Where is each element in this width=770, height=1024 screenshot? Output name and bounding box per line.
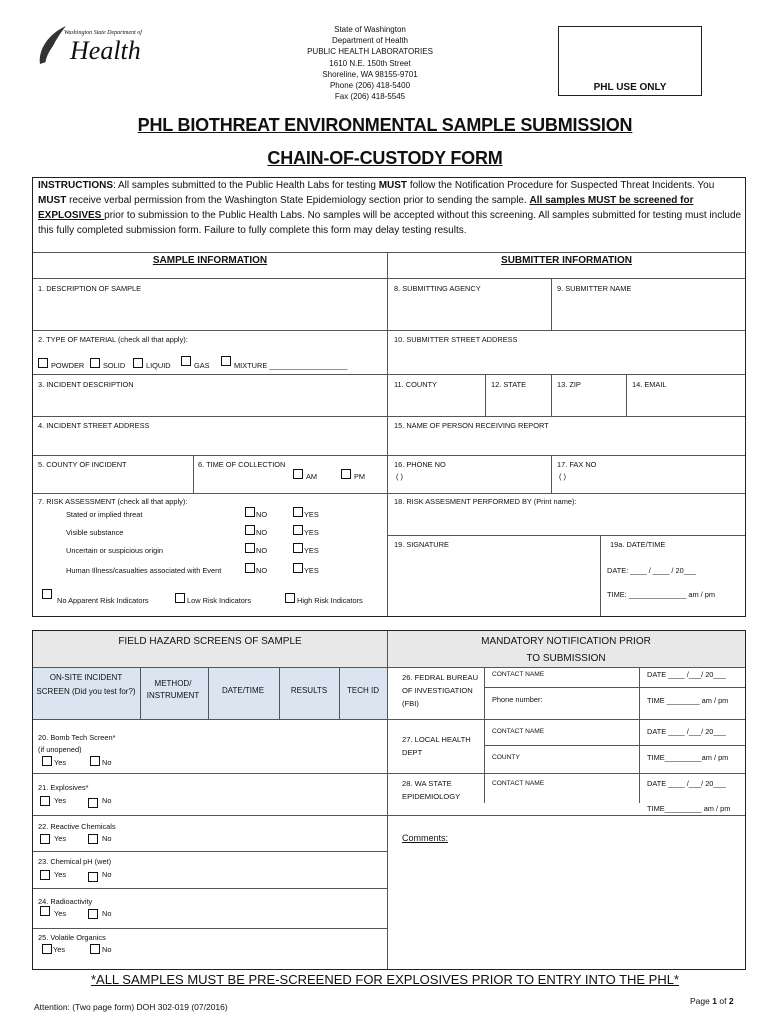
reactive-chemicals-label: 22. Reactive Chemicals (38, 822, 116, 831)
divider (33, 719, 387, 720)
no-label: No (102, 945, 112, 954)
divider (33, 773, 387, 774)
instructions-label: INSTRUCTIONS (38, 180, 113, 191)
no-label: NO (256, 510, 268, 519)
col-method-instrument: METHOD/ INSTRUMENT (146, 679, 200, 700)
risk-uncertain-yes-checkbox[interactable] (293, 543, 303, 553)
page-current: 1 (712, 996, 717, 1006)
risk-threat-no-checkbox[interactable] (245, 507, 255, 517)
divider (33, 815, 387, 816)
page-of: of (719, 996, 727, 1006)
radio-yes-checkbox[interactable] (40, 906, 50, 916)
ph-no-checkbox[interactable] (88, 872, 98, 882)
risk-illness-no-checkbox[interactable] (245, 563, 255, 573)
fax-no-value: ( ) (559, 472, 566, 481)
divider (33, 330, 387, 331)
mixture-checkbox[interactable] (221, 356, 231, 366)
field-type-of-material: 2. TYPE OF MATERIAL (check all that apply): (38, 335, 188, 344)
fbi-contact-name[interactable]: CONTACT NAME (492, 671, 545, 678)
divider (387, 493, 745, 494)
date-field[interactable]: DATE: ____ / ____ / 20___ (607, 566, 697, 575)
gas-checkbox[interactable] (181, 356, 191, 366)
risk-threat-label: Stated or implied threat (66, 510, 143, 519)
local-time[interactable]: TIME_________am / pm (647, 753, 729, 762)
chemical-ph-label: 23. Chemical pH (wet) (38, 857, 112, 866)
phl-use-only-label: PHL USE ONLY (593, 82, 667, 93)
divider (33, 493, 387, 494)
divider (387, 815, 745, 816)
bomb-tech-no-checkbox[interactable] (90, 756, 100, 766)
explosives-no-checkbox[interactable] (88, 798, 98, 808)
phone-no-value: ( ) (396, 472, 403, 481)
risk-uncertain-label: Uncertain or suspicious origin (66, 546, 163, 555)
divider (33, 416, 387, 417)
risk-visible-label: Visible substance (66, 528, 124, 537)
address-line: Fax (206) 418-5545 (334, 92, 406, 102)
divider (387, 773, 745, 774)
divider (626, 374, 627, 416)
gas-label: GAS (194, 361, 210, 370)
field-signature[interactable]: 19. SIGNATURE (394, 540, 449, 549)
col-onsite-screen: ON-SITE INCIDENT SCREEN (Did you test for?) (36, 673, 136, 696)
divider (484, 745, 745, 746)
field-zip[interactable]: 13. ZIP (557, 380, 581, 389)
ph-yes-checkbox[interactable] (40, 870, 50, 880)
logo-agency-text: Washington State Department of (64, 30, 142, 36)
form-subtitle: CHAIN-OF-CUSTODY FORM (267, 148, 503, 168)
page-total: 2 (728, 996, 734, 1006)
logo-health-text: Health (70, 36, 141, 65)
divider (387, 330, 745, 331)
solid-checkbox[interactable] (90, 358, 100, 368)
notification-heading-line: MANDATORY NOTIFICATION PRIOR (481, 636, 651, 647)
field-risk-assessment: 7. RISK ASSESSMENT (check all that apply): (38, 497, 188, 506)
fbi-label: 26. FEDRAL BUREAU OF INVESTIGATION (FBI) (402, 673, 479, 708)
no-label: No (102, 758, 112, 767)
radio-no-checkbox[interactable] (88, 909, 98, 919)
field-submitter-name[interactable]: 9. SUBMITTER NAME (557, 284, 632, 293)
divider (387, 374, 745, 375)
col-results: RESULTS (290, 686, 328, 695)
divider (33, 278, 745, 279)
sample-info-heading: SAMPLE INFORMATION (152, 255, 268, 266)
col-tech-id: TECH ID (347, 686, 379, 695)
low-risk-checkbox[interactable] (175, 593, 185, 603)
pm-checkbox[interactable] (341, 469, 351, 479)
yes-label: Yes (53, 945, 66, 954)
yes-label: Yes (54, 796, 67, 805)
wa-epidemiology-label: 28. WA STATE EPIDEMIOLOGY (402, 779, 461, 801)
submitter-info-heading: SUBMITTER INFORMATION (501, 255, 632, 266)
no-label: No (102, 834, 112, 843)
divider (387, 631, 388, 969)
page-number (690, 996, 734, 1006)
local-contact-name[interactable]: CONTACT NAME (492, 728, 545, 735)
yes-label: Yes (54, 758, 67, 767)
field-submitting-agency[interactable]: 8. SUBMITTING AGENCY (394, 284, 481, 293)
no-apparent-risk-checkbox[interactable] (42, 589, 52, 599)
field-risk-assessment-performed-by[interactable]: 18. RISK ASSESMENT PERFORMED BY (Print name): (394, 497, 577, 506)
field-person-receiving-report[interactable]: 15. NAME OF PERSON RECEIVING REPORT (394, 421, 549, 430)
divider (387, 535, 745, 536)
field-date-time: 19a. DATE/TIME (610, 540, 666, 549)
field-email[interactable]: 14. EMAIL (632, 380, 667, 389)
divider (33, 252, 745, 253)
high-risk-label: High Risk Indicators (297, 596, 363, 605)
instructions-text: prior to submission to the Public Health Labs. No samples will be accepted without this screening. All samples submitted for testing must include this fully completed submission form. Failure to fully complete this form may delay testing results. (38, 210, 742, 236)
yes-label: YES (304, 528, 319, 537)
no-apparent-risk-label: No Apparent Risk Indicators (57, 596, 149, 605)
address-line: PUBLIC HEALTH LABORATORIES (307, 47, 433, 57)
bomb-tech-screen-label: 20. Bomb Tech Screen* (38, 733, 116, 742)
instructions-must: MUST (38, 195, 67, 206)
field-phone-no[interactable]: 16. PHONE NO (394, 460, 446, 469)
divider (551, 455, 552, 493)
divider (551, 374, 552, 416)
risk-uncertain-no-checkbox[interactable] (245, 543, 255, 553)
no-label: No (102, 796, 112, 805)
yes-label: YES (304, 566, 319, 575)
risk-illness-label: Human Illness/casualties associated with Event (66, 566, 222, 575)
time-field[interactable]: TIME: ______________ am / pm (607, 590, 716, 599)
solid-label: SOLID (103, 361, 126, 370)
low-risk-label: Low Risk Indicators (187, 596, 252, 605)
yes-label: YES (304, 546, 319, 555)
powder-checkbox[interactable] (38, 358, 48, 368)
field-state[interactable]: 12. STATE (491, 380, 527, 389)
fbi-time[interactable]: TIME ________ am / pm (647, 696, 729, 705)
form-number: Attention: (Two page form) DOH 302-019 (07/2016) (34, 1002, 228, 1012)
comments-area[interactable] (398, 846, 738, 964)
divider (33, 455, 387, 456)
epi-contact-name[interactable]: CONTACT NAME (492, 780, 545, 787)
reactive-no-checkbox[interactable] (88, 834, 98, 844)
page-word: Page (690, 996, 710, 1006)
instructions-text: receive verbal permission from the Washington State Epidemiology section prior to sending the sample. (66, 195, 530, 206)
high-risk-checkbox[interactable] (285, 593, 295, 603)
divider (33, 888, 387, 889)
address-line: 1610 N.E. 150th Street (329, 58, 411, 68)
risk-illness-yes-checkbox[interactable] (293, 563, 303, 573)
divider (485, 374, 486, 416)
no-label: No (102, 870, 112, 879)
risk-visible-no-checkbox[interactable] (245, 525, 255, 535)
no-label: NO (256, 546, 268, 555)
am-checkbox[interactable] (293, 469, 303, 479)
divider (387, 252, 388, 616)
divider (551, 278, 552, 330)
instructions-must: MUST (378, 180, 408, 191)
instructions-text: follow the Notification Procedure for Suspected Threat Incidents. You (407, 180, 715, 191)
field-county-of-incident[interactable]: 5. COUNTY OF INCIDENT (38, 460, 127, 469)
notification-heading-line: TO SUBMISSION (526, 653, 606, 664)
mixture-label: MIXTURE ___________________ (234, 361, 348, 370)
address-line: State of Washington (334, 25, 406, 34)
liquid-checkbox[interactable] (133, 358, 143, 368)
divider (387, 455, 745, 456)
address-line: Phone (206) 418-5400 (329, 81, 411, 91)
logo (36, 24, 156, 70)
yes-label: Yes (54, 909, 67, 918)
liquid-label: LIQUID (146, 361, 171, 370)
notification-heading (387, 633, 745, 667)
risk-visible-yes-checkbox[interactable] (293, 525, 303, 535)
volatile-no-checkbox[interactable] (90, 944, 100, 954)
hazard-heading: FIELD HAZARD SCREENS OF SAMPLE (118, 636, 302, 647)
no-label: No (102, 909, 112, 918)
divider (484, 687, 745, 688)
field-time-of-collection[interactable]: 6. TIME OF COLLECTION (198, 460, 286, 469)
divider (33, 851, 387, 852)
epi-date[interactable]: DATE ____ /___/ 20___ (647, 779, 726, 788)
no-label: NO (256, 566, 268, 575)
phl-use-only-box[interactable] (558, 26, 702, 96)
field-fax-no[interactable]: 17. FAX NO (557, 460, 597, 469)
volatile-yes-checkbox[interactable] (42, 944, 52, 954)
lab-address (290, 24, 450, 102)
col-date-time: DATE/TIME (221, 686, 265, 695)
volatile-organics-label: 25. Volatile Organics (38, 933, 106, 942)
field-submitter-street-address[interactable]: 10. SUBMITTER STREET ADDRESS (394, 335, 518, 344)
bomb-tech-screen-sub: (if unopened) (38, 745, 82, 754)
address-line: Department of Health (331, 36, 409, 46)
bomb-tech-yes-checkbox[interactable] (42, 756, 52, 766)
local-date[interactable]: DATE ____ /___/ 20___ (647, 727, 726, 736)
divider (600, 535, 601, 616)
form-title: PHL BIOTHREAT ENVIRONMENTAL SAMPLE SUBMISSION (137, 115, 633, 135)
instructions (38, 178, 742, 238)
risk-threat-yes-checkbox[interactable] (293, 507, 303, 517)
no-label: NO (256, 528, 268, 537)
instructions-text: : All samples submitted to the Public Health Labs for testing (113, 180, 379, 191)
pm-label: PM (354, 472, 366, 481)
local-health-dept-label: 27. LOCAL HEALTH DEPT (402, 735, 471, 757)
explosives-yes-checkbox[interactable] (40, 796, 50, 806)
field-description-of-sample[interactable]: 1. DESCRIPTION OF SAMPLE (38, 284, 142, 293)
field-incident-street-address[interactable]: 4. INCIDENT STREET ADDRESS (38, 421, 150, 430)
comments-label: Comments: (402, 833, 449, 843)
instructions-explosives-emphasis: All samples MUST be screened for EXPLOSIVES (38, 195, 694, 221)
fbi-date[interactable]: DATE ____ /___/ 20___ (647, 670, 726, 679)
epi-time[interactable]: TIME_________ am / pm (647, 804, 731, 813)
reactive-yes-checkbox[interactable] (40, 834, 50, 844)
am-label: AM (306, 472, 318, 481)
address-line: Shoreline, WA 98155-9701 (322, 69, 418, 79)
field-county[interactable]: 11. COUNTY (394, 380, 437, 389)
yes-label: Yes (54, 870, 67, 879)
divider (193, 455, 194, 493)
local-county[interactable]: COUNTY (492, 754, 520, 761)
yes-label: Yes (54, 834, 67, 843)
explosives-label: 21. Explosives* (38, 783, 89, 792)
yes-label: YES (304, 510, 319, 519)
divider (387, 719, 745, 720)
fbi-phone-number[interactable]: Phone number: (492, 695, 543, 704)
divider (387, 416, 745, 417)
divider (33, 374, 387, 375)
radioactivity-label: 24. Radioactivity (38, 897, 93, 906)
field-incident-description[interactable]: 3. INCIDENT DESCRIPTION (38, 380, 134, 389)
powder-label: POWDER (51, 361, 85, 370)
divider (33, 928, 387, 929)
prescreen-notice: *ALL SAMPLES MUST BE PRE-SCREENED FOR EXPLOSIVES PRIOR TO ENTRY INTO THE PHL* (90, 972, 680, 987)
